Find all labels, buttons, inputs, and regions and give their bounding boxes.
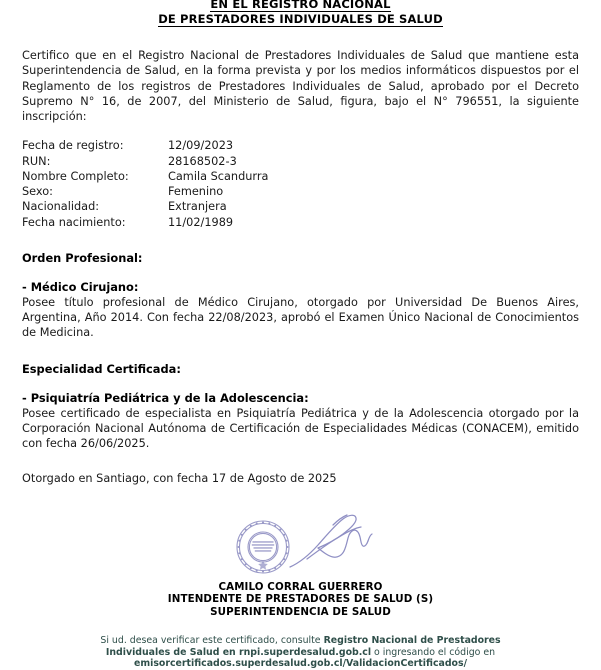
- signer-block: [22, 581, 579, 618]
- section-heading-especialidad-certificada: Especialidad Certificada:: [22, 361, 181, 376]
- registration-fields: [22, 138, 268, 229]
- field-value: 12/09/2023: [168, 139, 234, 153]
- especialidad-item-title: - Psiquiatría Pediátrica y de la Adolescencia:: [22, 390, 309, 405]
- verification-footer: [22, 635, 579, 670]
- field-label: Nombre Completo:: [22, 169, 129, 183]
- field-row: [22, 215, 268, 230]
- especialidad-item-text: Posee certificado de especialista en Psiquiatría Pediátrica y de la Adolescencia otorgado por la Corporación Nacional Autónoma de Certificación de Especialidades Médicas (CONACEM), emitido con fecha 26/06/2025.: [22, 406, 579, 451]
- signature-area: [22, 509, 579, 581]
- field-value: Extranjera: [168, 200, 227, 214]
- footer-line-3: [62, 658, 539, 670]
- field-row: [22, 169, 268, 184]
- granted-place-date: Otorgado en Santiago, con fecha 17 de Agosto de 2025: [22, 472, 337, 486]
- handwritten-signature: [285, 511, 377, 577]
- footer-text-suffix: o ingresando el código en: [371, 646, 496, 658]
- field-row: [22, 184, 268, 199]
- footer-line-2: [62, 647, 539, 659]
- signer-institution: SUPERINTENDENCIA DE SALUD: [210, 605, 391, 618]
- field-label: Fecha de registro:: [22, 139, 124, 153]
- field-value: Femenino: [168, 185, 224, 199]
- footer-line-1: [62, 635, 539, 647]
- field-label: RUN:: [22, 154, 51, 168]
- official-seal-icon: [235, 519, 291, 579]
- field-row: [22, 199, 268, 214]
- field-row: [22, 154, 268, 169]
- intro-paragraph: Certifico que en el Registro Nacional de Prestadores Individuales de Salud que mantiene esta Superintendencia de Salud, en la forma prevista y por los medios informáticos dispuestos por el Reglamento de los registros de Prestadores Individuales de Salud, aprobado por el Decreto Supremo N° 16, de 2007, del Ministerio de Salud, figura, bajo el N° 796551, la siguiente inscripción:: [22, 49, 579, 124]
- document-title: [0, 0, 601, 27]
- section-heading-orden-profesional: Orden Profesional:: [22, 250, 143, 265]
- footer-registry-name-cont: Individuales de Salud: [105, 646, 223, 658]
- field-row: [22, 138, 268, 153]
- document-body: [0, 48, 601, 670]
- title-line-2: DE PRESTADORES INDIVIDUALES DE SALUD: [158, 12, 443, 26]
- title-line-1: EN EL REGISTRO NACIONAL: [0, 0, 601, 12]
- field-value: 28168502-3: [168, 154, 237, 168]
- field-label: Nacionalidad:: [22, 200, 100, 214]
- footer-portal-url: en rnpi.superdesalud.gob.cl: [222, 646, 372, 658]
- signer-name: CAMILO CORRAL GUERRERO: [218, 580, 383, 593]
- field-label: Sexo:: [22, 185, 53, 199]
- footer-text-prefix: Si ud. desea verificar este certificado, consulte: [100, 635, 324, 646]
- orden-profesional-item-text: Posee título profesional de Médico Cirujano, otorgado por Universidad De Buenos Aires, Argentina, Año 2014. Con fecha 22/08/2023, aprobó el Examen Único Nacional de Conocimientos de Medicina.: [22, 295, 579, 340]
- field-value: 11/02/1989: [168, 215, 234, 229]
- footer-validation-url: emisorcertificados.superdesalud.gob.cl/ValidacionCertificados/: [133, 658, 467, 670]
- signer-role: INTENDENTE DE PRESTADORES DE SALUD (S): [167, 593, 434, 606]
- footer-registry-name: Registro Nacional de Prestadores: [323, 635, 501, 646]
- field-value: Camila Scandurra: [168, 169, 269, 183]
- orden-profesional-item-title: - Médico Cirujano:: [22, 279, 139, 294]
- field-label: Fecha nacimiento:: [22, 215, 126, 229]
